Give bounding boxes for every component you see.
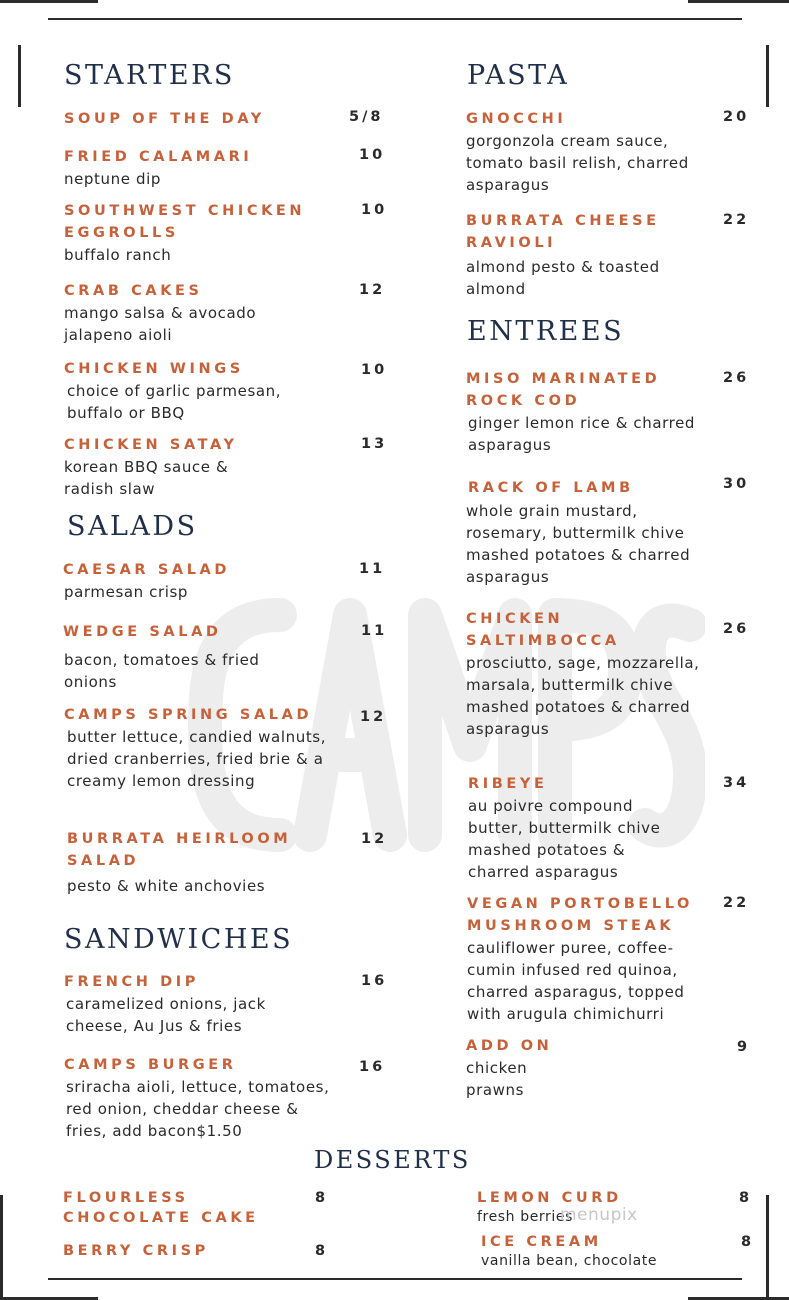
menu-item-rack-of-lamb [466, 477, 716, 588]
item-name: MISO MARINATED ROCK COD [466, 371, 661, 409]
corner-tl-h [0, 0, 98, 3]
item-name: RACK OF LAMB [468, 480, 634, 496]
item-price: 13 [361, 436, 388, 452]
menu-item-berry-crisp [63, 1240, 263, 1262]
item-price: 12 [359, 282, 386, 298]
item-price: 12 [361, 831, 388, 847]
menu-item-chicken-wings [64, 358, 314, 424]
item-price: 22 [723, 895, 750, 911]
item-price: 10 [361, 202, 388, 218]
item-name: BERRY CRISP [63, 1243, 209, 1259]
item-description: vanilla bean, chocolate [481, 1253, 658, 1269]
item-price: 16 [359, 1059, 386, 1075]
item-name: CHICKEN SATAY [64, 437, 238, 453]
item-name: SOUTHWEST CHICKEN EGGROLLS [64, 203, 306, 241]
top-rule [48, 18, 742, 20]
menu-item-caesar-salad [63, 559, 343, 603]
item-description: choice of garlic parmesan, buffalo or BBQ [67, 382, 282, 422]
item-description: pesto & white anchovies [67, 877, 266, 895]
item-name: FRENCH DIP [64, 974, 199, 990]
menu-item-soup-of-the-day [64, 108, 344, 130]
item-description: sriracha aioli, lettuce, tomatoes, red onion, cheddar cheese & fries, add bacon$1.50 [66, 1078, 330, 1140]
item-name: LEMON CURD [477, 1190, 622, 1206]
item-name: FLOURLESS CHOCOLATE CAKE [63, 1190, 259, 1226]
item-description: almond pesto & toasted almond [466, 258, 660, 298]
item-name: BURRATA HEIRLOOM SALAD [67, 831, 292, 869]
menu-item-burrata-cheese-ravioli [466, 210, 696, 300]
item-name: BURRATA CHEESE RAVIOLI [466, 213, 660, 251]
item-price: 8 [739, 1190, 753, 1206]
item-description: whole grain mustard, rosemary, buttermilk chive mashed potatoes & charred asparagus [466, 502, 691, 586]
corner-br-v [766, 1195, 769, 1300]
corner-bl-v [0, 1195, 3, 1300]
item-price: 34 [723, 775, 750, 791]
item-price: 12 [360, 709, 387, 725]
item-name: WEDGE SALAD [63, 624, 222, 640]
menu-item-camps-burger [64, 1054, 344, 1142]
item-description: bacon, tomatoes & fried onions [64, 651, 260, 691]
item-price: 11 [359, 561, 386, 577]
item-price: 26 [723, 621, 750, 637]
menu-item-gnocchi [466, 108, 696, 196]
bottom-rule [48, 1278, 742, 1280]
item-name: GNOCCHI [466, 111, 567, 127]
menu-item-southwest-chicken-eggrolls [64, 200, 344, 266]
item-name: CHICKEN SALTIMBOCCA [466, 611, 620, 649]
item-description: butter lettuce, candied walnuts, dried cranberries, fried brie & a creamy lemon dressing [67, 728, 327, 790]
item-price: 16 [361, 973, 388, 989]
item-price: 10 [361, 362, 388, 378]
item-name: CHICKEN WINGS [64, 361, 244, 377]
item-name: ADD ON [466, 1038, 553, 1054]
section-title-salads: SALADS [67, 511, 198, 542]
item-price: 10 [359, 147, 386, 163]
menu-item-burrata-heirloom-salad [67, 828, 327, 897]
item-price: 8 [315, 1190, 329, 1206]
item-description: au poivre compound butter, buttermilk chive mashed potatoes & charred asparagus [468, 797, 661, 881]
section-title-sandwiches: SANDWICHES [64, 924, 294, 955]
item-description: ginger lemon rice & charred asparagus [468, 414, 696, 454]
item-name: RIBEYE [468, 776, 548, 792]
item-description: korean BBQ sauce & radish slaw [64, 458, 229, 498]
item-description: cauliflower puree, coffee-cumin infused red quinoa, charred asparagus, topped with arugula chimichurri [467, 939, 685, 1023]
menu-item-flourless-chocolate-cake [63, 1188, 263, 1228]
menu-item-wedge-salad [63, 621, 303, 693]
corner-tr-h [688, 0, 789, 3]
item-description: neptune dip [64, 170, 161, 188]
item-description: fresh berries [477, 1209, 573, 1225]
item-name: CAMPS BURGER [64, 1057, 237, 1073]
menu-item-ice-cream [481, 1232, 701, 1270]
section-title-starters: STARTERS [64, 60, 235, 91]
item-price: 11 [361, 623, 388, 639]
menu-item-ribeye [466, 773, 706, 883]
item-name: FRIED CALAMARI [64, 149, 253, 165]
item-name: SOUP OF THE DAY [64, 111, 265, 127]
menu-item-chicken-satay [64, 434, 264, 500]
item-price: 8 [315, 1243, 329, 1259]
item-description: chicken prawns [466, 1059, 528, 1099]
item-price: 8 [741, 1234, 755, 1250]
menu-item-chicken-saltimbocca [466, 608, 716, 740]
item-price: 26 [723, 370, 750, 386]
section-title-pasta: PASTA [467, 60, 570, 91]
menu-item-miso-marinated-rock-cod [466, 368, 696, 456]
menu-item-crab-cakes [64, 280, 304, 346]
item-description: mango salsa & avocado jalapeno aioli [64, 304, 257, 344]
menu-item-camps-spring-salad [64, 704, 334, 792]
corner-tl-v [18, 45, 21, 107]
item-description: buffalo ranch [64, 246, 172, 264]
item-description: caramelized onions, jack cheese, Au Jus & fries [66, 995, 266, 1035]
corner-tr-v [766, 45, 769, 107]
item-price: 5/8 [349, 109, 384, 125]
menu-item-french-dip [64, 971, 304, 1037]
item-name: ICE CREAM [481, 1234, 602, 1250]
item-name: VEGAN PORTOBELLO MUSHROOM STEAK [467, 896, 693, 934]
item-name: CAMPS SPRING SALAD [64, 707, 313, 723]
item-price: 20 [723, 109, 750, 125]
menu-item-vegan-portobello-mushroom-steak [467, 893, 717, 1025]
menu-item-add-on [466, 1035, 586, 1101]
item-description: gorgonzola cream sauce, tomato basil relish, charred asparagus [466, 132, 689, 194]
menupix-watermark: menupix [560, 1205, 638, 1225]
section-title-desserts: DESSERTS [314, 1146, 471, 1174]
item-price: 22 [723, 212, 750, 228]
item-price: 30 [723, 476, 750, 492]
item-description: prosciutto, sage, mozzarella, marsala, buttermilk chive mashed potatoes & charred asparagus [466, 654, 700, 738]
menu-item-fried-calamari [64, 146, 344, 190]
item-name: CAESAR SALAD [63, 562, 231, 578]
item-name: CRAB CAKES [64, 283, 203, 299]
item-description: parmesan crisp [64, 583, 189, 601]
item-price: 9 [737, 1039, 751, 1055]
section-title-entrees: ENTREES [467, 316, 625, 347]
